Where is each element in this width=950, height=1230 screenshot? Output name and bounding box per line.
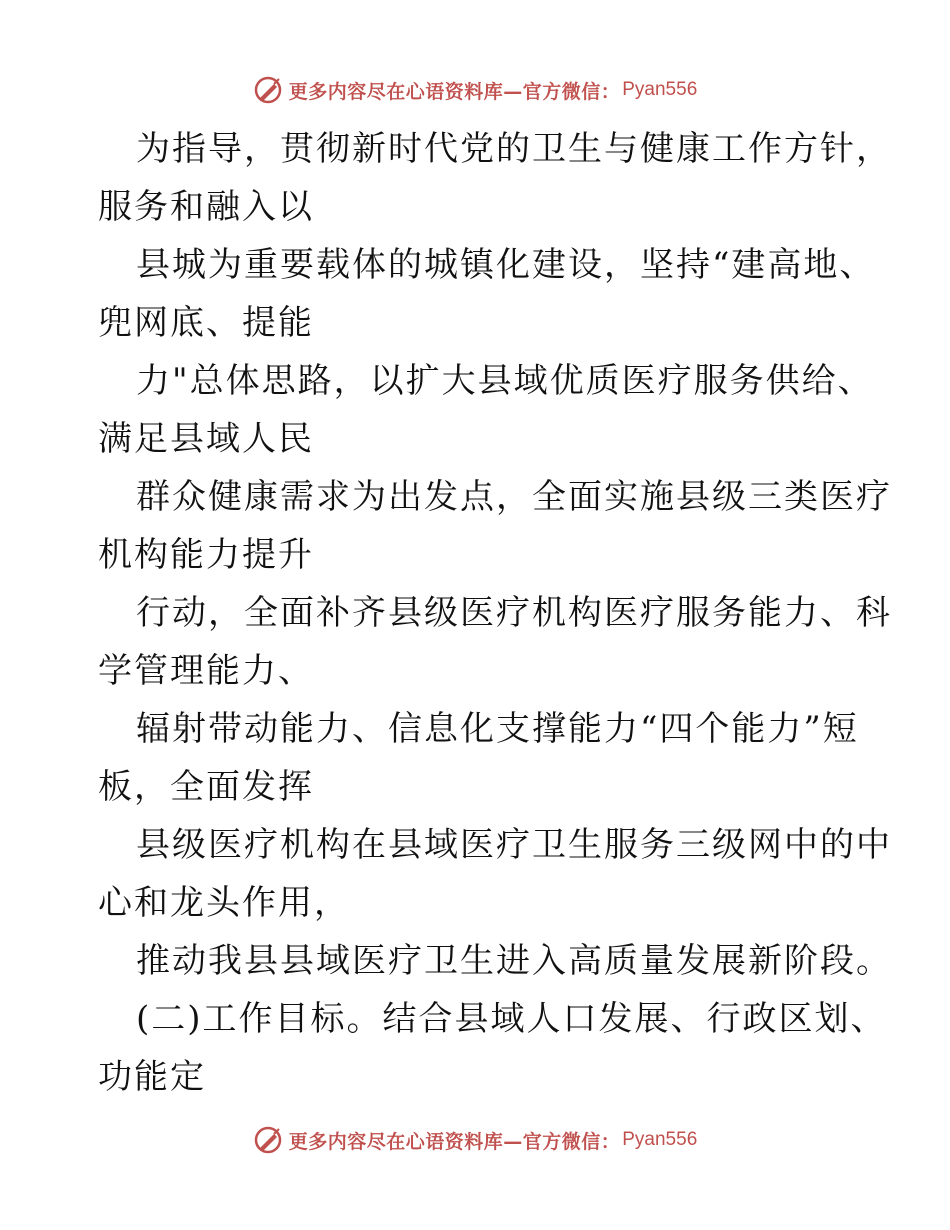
document-body	[98, 120, 892, 1106]
paragraph-line: 学管理能力、	[98, 651, 314, 691]
paragraph-line: 为指导，贯彻新时代党的卫生与健康工作方针，	[136, 129, 892, 169]
footer-watermark	[0, 1120, 950, 1160]
paragraph-line: 县级医疗机构在县域医疗卫生服务三级网中的中	[136, 825, 892, 865]
paragraph-line: 群众健康需求为出发点，全面实施县级三类医疗	[136, 477, 892, 517]
watermark-code: Pyan556	[622, 79, 698, 100]
paragraph-line: 辐射带动能力、信息化支撑能力“四个能力”短	[136, 709, 859, 749]
watermark-text: 更多内容尽在心语资料库—官方微信：	[288, 80, 621, 103]
paragraph-line: 服务和融入以	[98, 187, 314, 227]
watermark-code: Pyan556	[622, 1129, 698, 1150]
quill-pen-logo-icon	[253, 75, 283, 105]
paragraph-line: 板，全面发挥	[98, 767, 314, 807]
header-watermark	[0, 70, 950, 110]
paragraph-line: 力"总体思路，以扩大县域优质医疗服务供给、	[136, 361, 874, 401]
paragraph-line: (二)工作目标。结合县域人口发展、行政区划、	[136, 999, 887, 1039]
paragraph-line: 心和龙头作用，	[98, 883, 350, 923]
quill-pen-logo-icon	[253, 1125, 283, 1155]
paragraph-line: 推动我县县域医疗卫生进入高质量发展新阶段。	[136, 941, 892, 981]
paragraph-line: 机构能力提升	[98, 535, 314, 575]
paragraph-line: 满足县域人民	[98, 419, 314, 459]
paragraph-line: 兜网底、提能	[98, 303, 314, 343]
paragraph-line: 功能定	[98, 1057, 206, 1097]
watermark-text: 更多内容尽在心语资料库—官方微信：	[288, 1130, 621, 1153]
paragraph-line: 行动，全面补齐县级医疗机构医疗服务能力、科	[136, 593, 892, 633]
paragraph-line: 县城为重要载体的城镇化建设，坚持“建高地、	[136, 245, 876, 285]
